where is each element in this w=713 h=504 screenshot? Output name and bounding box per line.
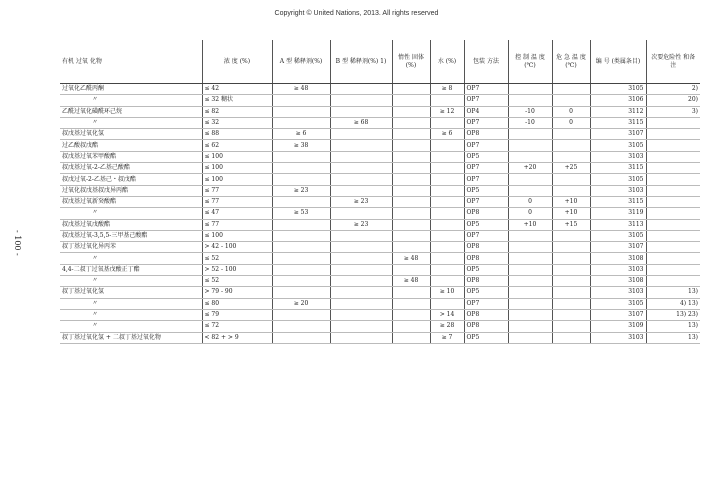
cell-col-diluent-a: ≥ 38 <box>272 140 330 151</box>
cell-col-concentration: ≤ 88 <box>202 129 272 140</box>
cell-col-emergency-temp <box>552 151 590 162</box>
cell-col-un-number: 3107 <box>590 242 646 253</box>
table-row <box>60 287 700 298</box>
cell-col-concentration: ≤ 100 <box>202 174 272 185</box>
cell-col-packing-method: OP5 <box>464 264 508 275</box>
header-col-name: 有机 过氧 化物 <box>60 40 202 84</box>
cell-col-name: 过乙酸叔戊酯 <box>60 140 202 151</box>
table-row <box>60 117 700 128</box>
cell-col-un-number: 3105 <box>590 84 646 95</box>
cell-col-remarks <box>646 151 700 162</box>
cell-col-emergency-temp <box>552 95 590 106</box>
header-col-concentration: 浓 度 (%) <box>202 40 272 84</box>
cell-col-diluent-b <box>330 95 392 106</box>
cell-col-water <box>430 298 464 309</box>
table-row <box>60 219 700 230</box>
table-row <box>60 140 700 151</box>
cell-col-emergency-temp <box>552 230 590 241</box>
cell-col-inert-solid <box>392 174 430 185</box>
cell-col-diluent-b: ≥ 23 <box>330 196 392 207</box>
cell-col-water <box>430 208 464 219</box>
cell-col-inert-solid <box>392 163 430 174</box>
cell-col-emergency-temp <box>552 264 590 275</box>
cell-col-remarks <box>646 264 700 275</box>
cell-col-un-number: 3113 <box>590 219 646 230</box>
table-row <box>60 332 700 343</box>
cell-col-name: 〃 <box>60 95 202 106</box>
cell-col-packing-method: OP7 <box>464 95 508 106</box>
cell-col-packing-method: OP4 <box>464 106 508 117</box>
cell-col-emergency-temp <box>552 309 590 320</box>
cell-col-remarks <box>646 276 700 287</box>
cell-col-packing-method: OP8 <box>464 321 508 332</box>
cell-col-remarks <box>646 219 700 230</box>
table-row <box>60 230 700 241</box>
cell-col-concentration: ≤ 32 <box>202 117 272 128</box>
cell-col-diluent-a <box>272 163 330 174</box>
cell-col-remarks <box>646 117 700 128</box>
cell-col-water <box>430 117 464 128</box>
cell-col-name: 叔戊基过氧戊酸酯 <box>60 219 202 230</box>
cell-col-un-number: 3105 <box>590 174 646 185</box>
cell-col-packing-method: OP7 <box>464 174 508 185</box>
cell-col-water <box>430 174 464 185</box>
cell-col-packing-method: OP5 <box>464 151 508 162</box>
cell-col-concentration: ≤ 52 <box>202 276 272 287</box>
cell-col-concentration: ≤ 52 <box>202 253 272 264</box>
cell-col-water <box>430 264 464 275</box>
cell-col-inert-solid <box>392 208 430 219</box>
table-body <box>60 84 700 344</box>
cell-col-un-number: 3103 <box>590 287 646 298</box>
cell-col-diluent-a <box>272 106 330 117</box>
copyright-notice: Copyright © United Nations, 2013. All rights reserved <box>274 10 439 17</box>
cell-col-emergency-temp <box>552 321 590 332</box>
cell-col-control-temp <box>508 84 552 95</box>
cell-col-emergency-temp <box>552 84 590 95</box>
cell-col-diluent-b <box>330 321 392 332</box>
cell-col-packing-method: OP5 <box>464 287 508 298</box>
cell-col-diluent-b <box>330 185 392 196</box>
table-row <box>60 253 700 264</box>
cell-col-control-temp <box>508 264 552 275</box>
cell-col-remarks: 13) <box>646 321 700 332</box>
cell-col-diluent-a: ≥ 53 <box>272 208 330 219</box>
table-row <box>60 321 700 332</box>
cell-col-un-number: 3119 <box>590 208 646 219</box>
cell-col-emergency-temp <box>552 140 590 151</box>
cell-col-inert-solid <box>392 298 430 309</box>
cell-col-water: ≥ 28 <box>430 321 464 332</box>
cell-col-name: 叔戊基过氧新癸酸酯 <box>60 196 202 207</box>
cell-col-concentration: ≤ 79 <box>202 309 272 320</box>
cell-col-control-temp: 0 <box>508 196 552 207</box>
header-col-control-temp: 控 制 温 度 (℃) <box>508 40 552 84</box>
cell-col-concentration: > 52 - 100 <box>202 264 272 275</box>
cell-col-diluent-a <box>272 332 330 343</box>
table-row <box>60 151 700 162</box>
cell-col-diluent-a: ≥ 6 <box>272 129 330 140</box>
cell-col-remarks: 13) <box>646 287 700 298</box>
cell-col-un-number: 3109 <box>590 321 646 332</box>
cell-col-name: 叔戊基过氧-3,5,5-三甲基己酸酯 <box>60 230 202 241</box>
cell-col-packing-method: OP7 <box>464 84 508 95</box>
cell-col-diluent-b <box>330 230 392 241</box>
cell-col-control-temp <box>508 140 552 151</box>
cell-col-inert-solid <box>392 106 430 117</box>
cell-col-remarks <box>646 208 700 219</box>
cell-col-concentration: ≤ 100 <box>202 163 272 174</box>
cell-col-diluent-b <box>330 287 392 298</box>
cell-col-un-number: 3108 <box>590 253 646 264</box>
cell-col-diluent-b <box>330 309 392 320</box>
cell-col-remarks <box>646 230 700 241</box>
table-header-row <box>60 40 700 84</box>
cell-col-control-temp <box>508 230 552 241</box>
cell-col-diluent-b <box>330 298 392 309</box>
cell-col-concentration: ≤ 100 <box>202 230 272 241</box>
cell-col-control-temp: -10 <box>508 106 552 117</box>
cell-col-water <box>430 230 464 241</box>
cell-col-diluent-a <box>272 242 330 253</box>
table-row <box>60 208 700 219</box>
cell-col-diluent-a <box>272 174 330 185</box>
cell-col-diluent-b <box>330 332 392 343</box>
table-row <box>60 276 700 287</box>
cell-col-un-number: 3105 <box>590 230 646 241</box>
cell-col-water <box>430 242 464 253</box>
cell-col-diluent-a <box>272 117 330 128</box>
cell-col-inert-solid: ≥ 48 <box>392 276 430 287</box>
table-row <box>60 264 700 275</box>
cell-col-packing-method: OP8 <box>464 242 508 253</box>
cell-col-name: 〃 <box>60 208 202 219</box>
cell-col-concentration: ≤ 32 糊状 <box>202 95 272 106</box>
cell-col-water: ≥ 12 <box>430 106 464 117</box>
cell-col-packing-method: OP8 <box>464 276 508 287</box>
cell-col-diluent-a <box>272 309 330 320</box>
cell-col-concentration: ≤ 82 <box>202 106 272 117</box>
cell-col-packing-method: OP7 <box>464 117 508 128</box>
cell-col-diluent-a <box>272 230 330 241</box>
cell-col-water <box>430 95 464 106</box>
cell-col-control-temp: +20 <box>508 163 552 174</box>
table-row <box>60 309 700 320</box>
cell-col-diluent-b <box>330 208 392 219</box>
cell-col-emergency-temp: +15 <box>552 219 590 230</box>
cell-col-inert-solid <box>392 242 430 253</box>
cell-col-remarks <box>646 242 700 253</box>
cell-col-packing-method: OP8 <box>464 208 508 219</box>
header-col-un-number: 编 号 (类属条目) <box>590 40 646 84</box>
cell-col-diluent-a <box>272 287 330 298</box>
cell-col-inert-solid <box>392 230 430 241</box>
table-row <box>60 106 700 117</box>
cell-col-packing-method: OP8 <box>464 253 508 264</box>
cell-col-concentration: ≤ 77 <box>202 219 272 230</box>
cell-col-un-number: 3115 <box>590 196 646 207</box>
cell-col-packing-method: OP7 <box>464 230 508 241</box>
cell-col-inert-solid <box>392 95 430 106</box>
cell-col-un-number: 3107 <box>590 309 646 320</box>
cell-col-control-temp: 0 <box>508 208 552 219</box>
table-row <box>60 84 700 95</box>
cell-col-name: 〃 <box>60 298 202 309</box>
cell-col-concentration: ≤ 77 <box>202 196 272 207</box>
cell-col-inert-solid <box>392 129 430 140</box>
cell-col-diluent-b <box>330 163 392 174</box>
cell-col-inert-solid <box>392 332 430 343</box>
cell-col-remarks: 13) 23) <box>646 309 700 320</box>
cell-col-inert-solid <box>392 185 430 196</box>
cell-col-control-temp <box>508 174 552 185</box>
cell-col-inert-solid <box>392 140 430 151</box>
header-col-inert-solid: 惰性 固体 (%) <box>392 40 430 84</box>
cell-col-diluent-b <box>330 253 392 264</box>
cell-col-emergency-temp <box>552 276 590 287</box>
cell-col-un-number: 3115 <box>590 163 646 174</box>
cell-col-inert-solid <box>392 309 430 320</box>
cell-col-inert-solid <box>392 219 430 230</box>
cell-col-un-number: 3103 <box>590 264 646 275</box>
cell-col-water: ≥ 6 <box>430 129 464 140</box>
cell-col-concentration: < 82 + > 9 <box>202 332 272 343</box>
cell-col-un-number: 3103 <box>590 185 646 196</box>
table-row <box>60 242 700 253</box>
organic-peroxides-table <box>60 40 700 344</box>
cell-col-un-number: 3107 <box>590 129 646 140</box>
cell-col-name: 〃 <box>60 276 202 287</box>
cell-col-concentration: ≤ 80 <box>202 298 272 309</box>
cell-col-diluent-b <box>330 174 392 185</box>
cell-col-diluent-a <box>272 264 330 275</box>
cell-col-emergency-temp <box>552 253 590 264</box>
cell-col-emergency-temp: 0 <box>552 106 590 117</box>
cell-col-un-number: 3115 <box>590 117 646 128</box>
cell-col-control-temp <box>508 95 552 106</box>
cell-col-control-temp <box>508 129 552 140</box>
cell-col-concentration: > 79 - 90 <box>202 287 272 298</box>
header-col-water: 水 (%) <box>430 40 464 84</box>
cell-col-name: 过氧化叔戊基叔戊异丙酯 <box>60 185 202 196</box>
cell-col-concentration: > 42 - 100 <box>202 242 272 253</box>
cell-col-control-temp <box>508 287 552 298</box>
cell-col-inert-solid <box>392 196 430 207</box>
cell-col-control-temp <box>508 276 552 287</box>
cell-col-diluent-b <box>330 140 392 151</box>
cell-col-un-number: 3105 <box>590 298 646 309</box>
cell-col-inert-solid <box>392 84 430 95</box>
cell-col-emergency-temp <box>552 287 590 298</box>
cell-col-name: 〃 <box>60 309 202 320</box>
cell-col-water <box>430 163 464 174</box>
cell-col-name: 叔戊过氧-2-乙基己・叔戊酯 <box>60 174 202 185</box>
cell-col-concentration: ≤ 47 <box>202 208 272 219</box>
cell-col-water <box>430 253 464 264</box>
cell-col-control-temp <box>508 321 552 332</box>
cell-col-diluent-b <box>330 151 392 162</box>
table-row <box>60 174 700 185</box>
cell-col-emergency-temp <box>552 242 590 253</box>
table-row <box>60 129 700 140</box>
cell-col-water: > 14 <box>430 309 464 320</box>
header-col-diluent-b: B 型 稀释剂(%) 1) <box>330 40 392 84</box>
cell-col-packing-method: OP5 <box>464 332 508 343</box>
cell-col-inert-solid <box>392 151 430 162</box>
cell-col-name: 乙酰过氧化磺酰环己烷 <box>60 106 202 117</box>
cell-col-name: 〃 <box>60 253 202 264</box>
cell-col-packing-method: OP7 <box>464 140 508 151</box>
cell-col-water <box>430 140 464 151</box>
cell-col-water <box>430 151 464 162</box>
cell-col-concentration: ≤ 42 <box>202 84 272 95</box>
cell-col-control-temp <box>508 309 552 320</box>
cell-col-concentration: ≤ 100 <box>202 151 272 162</box>
cell-col-un-number: 3105 <box>590 140 646 151</box>
cell-col-remarks <box>646 129 700 140</box>
cell-col-name: 〃 <box>60 117 202 128</box>
cell-col-control-temp <box>508 242 552 253</box>
cell-col-emergency-temp: +25 <box>552 163 590 174</box>
cell-col-water: ≥ 8 <box>430 84 464 95</box>
cell-col-name: 叔戊基过氧化氢 <box>60 129 202 140</box>
cell-col-water <box>430 185 464 196</box>
table-row <box>60 185 700 196</box>
cell-col-remarks <box>646 174 700 185</box>
cell-col-remarks: 3) <box>646 106 700 117</box>
cell-col-remarks <box>646 196 700 207</box>
cell-col-un-number: 3106 <box>590 95 646 106</box>
cell-col-name: 叔丁基过氧化异丙苯 <box>60 242 202 253</box>
cell-col-diluent-a: ≥ 23 <box>272 185 330 196</box>
header-col-remarks: 次要危险性 和备 注 <box>646 40 700 84</box>
cell-col-remarks: 4) 13) <box>646 298 700 309</box>
cell-col-concentration: ≤ 62 <box>202 140 272 151</box>
cell-col-concentration: ≤ 72 <box>202 321 272 332</box>
cell-col-packing-method: OP7 <box>464 163 508 174</box>
cell-col-diluent-b <box>330 276 392 287</box>
cell-col-remarks <box>646 185 700 196</box>
cell-col-inert-solid <box>392 287 430 298</box>
cell-col-remarks: 2) <box>646 84 700 95</box>
cell-col-name: 叔丁基过氧化氢 + 二叔丁基过氧化物 <box>60 332 202 343</box>
header-col-diluent-a: A 型 稀释剂(%) <box>272 40 330 84</box>
cell-col-diluent-a <box>272 196 330 207</box>
cell-col-diluent-a <box>272 219 330 230</box>
cell-col-control-temp <box>508 151 552 162</box>
cell-col-emergency-temp: +10 <box>552 196 590 207</box>
cell-col-remarks: 13) <box>646 332 700 343</box>
cell-col-inert-solid <box>392 321 430 332</box>
cell-col-diluent-b <box>330 242 392 253</box>
cell-col-control-temp: +10 <box>508 219 552 230</box>
cell-col-water <box>430 219 464 230</box>
cell-col-packing-method: OP7 <box>464 196 508 207</box>
cell-col-emergency-temp <box>552 298 590 309</box>
cell-col-un-number: 3103 <box>590 151 646 162</box>
cell-col-packing-method: OP8 <box>464 309 508 320</box>
cell-col-inert-solid <box>392 264 430 275</box>
cell-col-name: 〃 <box>60 321 202 332</box>
cell-col-inert-solid: ≥ 48 <box>392 253 430 264</box>
page-number: - 100 - <box>13 230 22 256</box>
cell-col-diluent-b: ≥ 68 <box>330 117 392 128</box>
table-row <box>60 196 700 207</box>
cell-col-control-temp: -10 <box>508 117 552 128</box>
header-col-emergency-temp: 危 急 温 度 (℃) <box>552 40 590 84</box>
cell-col-emergency-temp <box>552 185 590 196</box>
table-row <box>60 298 700 309</box>
cell-col-diluent-b <box>330 84 392 95</box>
cell-col-un-number: 3103 <box>590 332 646 343</box>
cell-col-diluent-a: ≥ 20 <box>272 298 330 309</box>
cell-col-control-temp <box>508 332 552 343</box>
cell-col-diluent-a <box>272 151 330 162</box>
cell-col-name: 叔戊基过氧-2-乙基己酸酯 <box>60 163 202 174</box>
cell-col-emergency-temp <box>552 174 590 185</box>
cell-col-concentration: ≤ 77 <box>202 185 272 196</box>
cell-col-water: ≥ 7 <box>430 332 464 343</box>
cell-col-un-number: 3112 <box>590 106 646 117</box>
cell-col-inert-solid <box>392 117 430 128</box>
header-col-packing-method: 包装 方法 <box>464 40 508 84</box>
cell-col-diluent-b <box>330 264 392 275</box>
cell-col-diluent-a <box>272 253 330 264</box>
cell-col-remarks <box>646 253 700 264</box>
cell-col-diluent-a <box>272 95 330 106</box>
cell-col-diluent-a <box>272 276 330 287</box>
cell-col-packing-method: OP8 <box>464 129 508 140</box>
cell-col-water <box>430 196 464 207</box>
cell-col-emergency-temp: 0 <box>552 117 590 128</box>
cell-col-packing-method: OP5 <box>464 219 508 230</box>
cell-col-name: 4,4-二叔丁过氧基戊酸正丁酯 <box>60 264 202 275</box>
table-row <box>60 95 700 106</box>
cell-col-control-temp <box>508 298 552 309</box>
cell-col-name: 叔丁基过氧化氢 <box>60 287 202 298</box>
cell-col-remarks <box>646 140 700 151</box>
cell-col-diluent-b <box>330 106 392 117</box>
cell-col-water <box>430 276 464 287</box>
cell-col-water: ≥ 10 <box>430 287 464 298</box>
cell-col-un-number: 3108 <box>590 276 646 287</box>
cell-col-emergency-temp: +10 <box>552 208 590 219</box>
cell-col-remarks <box>646 163 700 174</box>
table-row <box>60 163 700 174</box>
cell-col-control-temp <box>508 253 552 264</box>
cell-col-diluent-a <box>272 321 330 332</box>
cell-col-packing-method: OP5 <box>464 185 508 196</box>
cell-col-diluent-b <box>330 129 392 140</box>
cell-col-name: 过氧化乙酰丙酮 <box>60 84 202 95</box>
cell-col-diluent-a: ≥ 48 <box>272 84 330 95</box>
cell-col-control-temp <box>508 185 552 196</box>
cell-col-emergency-temp <box>552 332 590 343</box>
cell-col-emergency-temp <box>552 129 590 140</box>
cell-col-packing-method: OP7 <box>464 298 508 309</box>
cell-col-name: 叔戊基过氧苯甲酸酯 <box>60 151 202 162</box>
cell-col-remarks: 20) <box>646 95 700 106</box>
cell-col-diluent-b: ≥ 23 <box>330 219 392 230</box>
